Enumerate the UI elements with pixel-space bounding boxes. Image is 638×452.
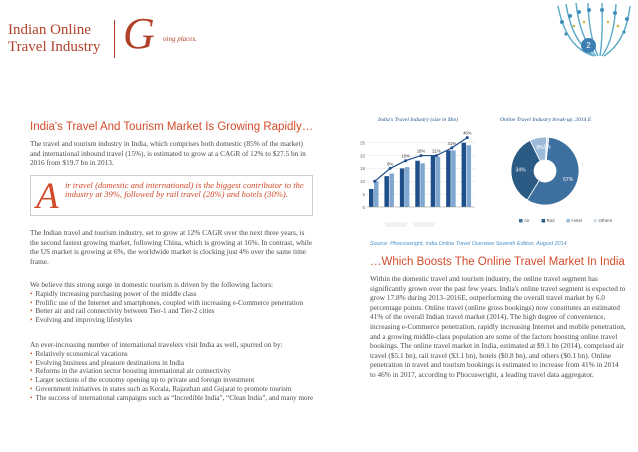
slice-label: 1% — [543, 144, 551, 151]
data-label: 8% — [387, 161, 394, 167]
data-label: 18% — [416, 148, 426, 154]
bar — [451, 150, 456, 207]
bar — [384, 176, 389, 207]
intro-paragraph: The travel and tourism industry in India, which comprises both domestic (85% of the market) and international inbound travel (15%), is estimated to grow at a CAGR of 12% to $27.5 bn in 2016 from $19.7 bn in 2013. — [30, 139, 306, 168]
drivers-list — [30, 290, 303, 325]
list-item: • Rapidly increasing purchasing power of the middle class — [30, 290, 303, 299]
bar — [369, 189, 374, 207]
slice-label: 34% — [515, 167, 526, 174]
bar — [420, 163, 425, 207]
pull-quote — [30, 175, 313, 216]
legend-swatch — [593, 219, 597, 223]
y-tick-label: 20 — [359, 153, 365, 159]
legend-label: Air — [524, 218, 530, 223]
legend-swatch — [566, 219, 570, 223]
line-point — [404, 159, 407, 162]
legend-label: Hotel — [571, 218, 583, 223]
page-header — [0, 0, 638, 96]
list-item: • Larger sections of the economy opening up to private and foreign investment — [30, 376, 313, 385]
list-item: • Relatively economical vacations — [30, 350, 313, 359]
data-label: 21% — [432, 148, 441, 154]
legend-label: Others — [598, 218, 613, 223]
y-tick-label: 15 — [359, 166, 365, 172]
list-item: • The success of international campaigns such as “Incredible India”, “Clean India”, and many more — [30, 394, 313, 403]
brand-line-1: Indian Online — [8, 22, 91, 38]
bar — [446, 150, 451, 207]
data-label: 46% — [463, 130, 472, 136]
international-heading: An ever-increasing number of international travelers visit India as well, spurred on by: — [30, 340, 283, 349]
list-item: • Prolific use of the Internet and smartphones, coupled with increasing e-Commerce penetration — [30, 299, 303, 308]
bar — [389, 174, 394, 207]
growth-paragraph: The Indian travel and tourism industry, set to grow at 12% CAGR over the next three years, is the second fastest growing market, following China, which is growing at 16%. In contrast, while the US market is growing at 6%, the worldwide market is clocking just 4% over the same time frame. — [30, 228, 313, 266]
pie-chart-title: Online Travel Industry break-up, 2014 E — [500, 117, 592, 123]
y-tick-label: 10 — [359, 179, 365, 185]
data-label: 41% — [447, 140, 457, 146]
travel-industry-bar-chart — [355, 127, 480, 235]
quote-text: ir travel (domestic and international) is the biggest contributor to the industry at 39%, followed by rail travel (28%) and hotels (30%). — [65, 180, 304, 200]
list-item: • Reforms in the aviation sector boosting international air connectivity — [30, 367, 313, 376]
drivers-heading: We believe this strong surge in domestic tourism is driven by the following factors: — [30, 280, 274, 289]
legend-swatch — [542, 219, 546, 223]
international-list — [30, 350, 313, 402]
legend-swatch — [413, 222, 435, 227]
legend-swatch — [519, 219, 523, 223]
online-travel-pie-chart — [497, 127, 625, 235]
data-label: 10% — [401, 153, 410, 159]
bar — [400, 168, 405, 207]
brand-title — [8, 22, 100, 56]
slice-label: 8% — [536, 144, 544, 151]
y-tick-label: 25 — [359, 140, 365, 146]
logo-tagline: oing places. — [163, 35, 197, 43]
peacock-icon — [556, 2, 638, 64]
bar — [405, 167, 410, 207]
list-item: • Better air and rail connectivity between Tier-1 and Tier-2 cities — [30, 307, 303, 316]
bar — [431, 156, 436, 207]
slice-label: 57% — [563, 176, 574, 183]
bar — [467, 145, 472, 207]
chart-source-note: Source: Phocuswright, India Online Travel Overview Seventh Edition, August 2014 — [370, 241, 567, 247]
line-point — [435, 154, 438, 157]
y-tick-label: 0 — [362, 204, 365, 210]
list-item: • Government initiatives in states such as Kerala, Rajasthan and Gujarat to promote tourism — [30, 385, 313, 394]
section-heading-online-market: …Which Boosts The Online Travel Market In India — [370, 256, 625, 268]
bar — [415, 161, 420, 207]
bar-chart-title: India's Travel Industry (size in $bn) — [378, 117, 458, 123]
line-point — [466, 136, 469, 139]
list-item: • Evolving and improving lifestyles — [30, 316, 303, 325]
line-point — [420, 154, 423, 157]
brand-divider — [114, 20, 115, 58]
list-item: • Evolving business and pleasure destinations in India — [30, 359, 313, 368]
section-heading-market-growth: India's Travel And Tourism Market Is Growing Rapidly… — [30, 121, 314, 133]
line-point — [450, 146, 453, 149]
quote-drop-cap: A — [36, 176, 59, 217]
legend-label: Rail — [546, 218, 555, 223]
page-number-badge: 2 — [581, 38, 596, 53]
brand-line-2: Travel Industry — [8, 39, 101, 55]
bar — [462, 143, 467, 207]
line-point — [373, 180, 376, 183]
bar — [436, 157, 441, 207]
legend-swatch — [385, 222, 407, 227]
online-market-paragraph: Within the domestic travel and tourism industry, the online travel segment has significantly grown over the past few years. India's online travel segment is expected to grow 17.8% during 2013–2016E, outperforming the overall travel market by 6.0 percentage points. Online travel (online gross bookings) now constitutes an estimated 41% of the overall Indian travel market (2014). The high degree of convenience, increasing e-Commerce penetration, rapidly increasing Internet and mobile penetration, and a growing middle-class population are some of the factors boosting online travel bookings. The online travel market in India, estimated at $9.1 bn (2014), comprised air travel ($5.1 bn), rail travel ($3.1 bn), hotels ($0.8 bn), and others ($0.1 bn). Online penetration in travel and tourism bookings is estimated to increase from 41% in 2014 to 46% in 2017, according to Phocuswright, a leading travel data aggregator. — [370, 274, 626, 379]
bar — [374, 181, 379, 207]
line-point — [389, 167, 392, 170]
going-places-logo: G — [123, 9, 155, 58]
y-tick-label: 5 — [362, 191, 365, 197]
